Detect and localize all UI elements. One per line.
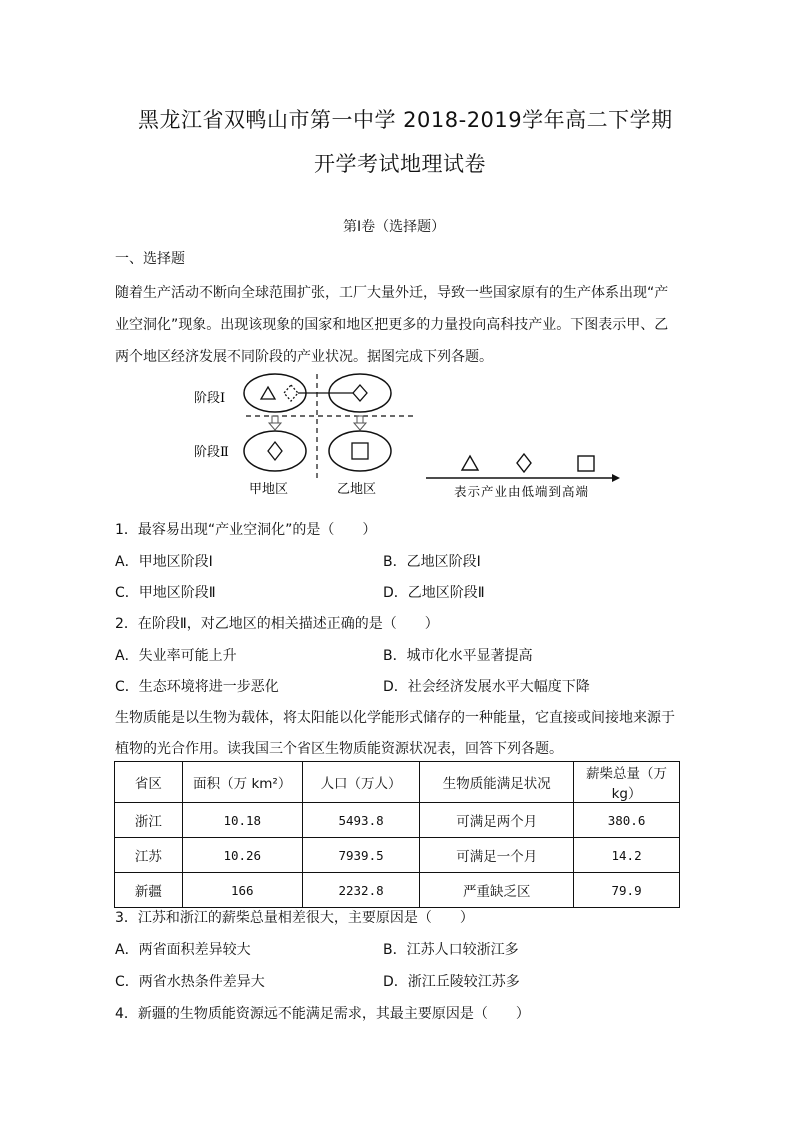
q2-stem: 2．在阶段Ⅱ，对乙地区的相关描述正确的是（ ） (115, 616, 439, 632)
q2-option-a: A．失业率可能上升 (115, 648, 237, 664)
table-header-cell: 薪柴总量（万 kg） (574, 762, 680, 803)
q2-option-c: C．生态环境将进一步恶化 (115, 679, 279, 695)
diamond-icon (268, 442, 282, 460)
table-header-cell: 省区 (115, 762, 183, 803)
region-b-label: 乙地区 (337, 482, 377, 497)
q1-option-b: B．乙地区阶段Ⅰ (383, 554, 481, 570)
down-arrow-b (354, 416, 366, 430)
table-cell: 380.6 (574, 803, 680, 838)
table-cell: 10.26 (182, 838, 302, 873)
page-title: 黑龙江省双鸭山市第一中学 2018-2019学年高二下学期 (138, 108, 673, 132)
table-cell: 5493.8 (302, 803, 420, 838)
table-cell: 严重缺乏区 (420, 873, 574, 908)
legend-label: 表示产业由低端到高端 (454, 484, 590, 499)
q1-stem: 1．最容易出现“产业空洞化”的是（ ） (115, 522, 377, 538)
q3-stem: 3．江苏和浙江的薪柴总量相差很大，主要原因是（ ） (115, 910, 474, 926)
volume-heading: 第Ⅰ卷（选择题） (343, 219, 446, 235)
table-cell: 10.18 (182, 803, 302, 838)
table-cell: 7939.5 (302, 838, 420, 873)
q2-option-b: B．城市化水平显著提高 (383, 648, 533, 664)
industry-stage-diagram (180, 368, 620, 504)
q3-option-d: D．浙江丘陵较江苏多 (383, 974, 520, 990)
square-icon (352, 443, 368, 459)
region-b-stage2-ellipse (329, 431, 391, 471)
q3-option-a: A．两省面积差异较大 (115, 942, 251, 958)
passage1-line1: 随着生产活动不断向全球范围扩张，工厂大量外迁，导致一些国家原有的生产体系出现“产 (115, 285, 669, 301)
legend-diamond-icon (517, 454, 531, 472)
table-cell: 2232.8 (302, 873, 420, 908)
table-cell: 166 (182, 873, 302, 908)
diamond-dashed-icon (284, 385, 298, 401)
q3-option-c: C．两省水热条件差异大 (115, 974, 265, 990)
legend-triangle-icon (462, 456, 478, 470)
table-cell: 可满足两个月 (420, 803, 574, 838)
region-a-stage1-ellipse (244, 374, 306, 412)
q1-option-d: D．乙地区阶段Ⅱ (383, 585, 485, 601)
passage1-line3: 两个地区经济发展不同阶段的产业状况。据图完成下列各题。 (115, 349, 493, 365)
section-heading: 一、选择题 (115, 251, 185, 267)
table-cell: 江苏 (115, 838, 183, 873)
down-arrow-a (269, 416, 281, 430)
biomass-table (114, 761, 680, 908)
region-a-stage2-ellipse (244, 431, 306, 471)
table-row (115, 838, 680, 873)
table-cell: 79.9 (574, 873, 680, 908)
table-cell: 可满足一个月 (420, 838, 574, 873)
table-cell: 14.2 (574, 838, 680, 873)
table-header-cell: 生物质能满足状况 (420, 762, 574, 803)
legend-square-icon (578, 456, 594, 471)
table-header-cell: 人口（万人） (302, 762, 420, 803)
q1-option-c: C．甲地区阶段Ⅱ (115, 585, 216, 601)
triangle-icon (261, 387, 275, 399)
q1-option-a: A．甲地区阶段Ⅰ (115, 554, 213, 570)
passage2-line1: 生物质能是以生物为载体，将太阳能以化学能形式储存的一种能量，它直接或间接地来源于 (115, 710, 675, 726)
passage1-line2: 业空洞化”现象。出现该现象的国家和地区把更多的力量投向高科技产业。下图表示甲、乙 (115, 317, 669, 333)
page-subtitle: 开学考试地理试卷 (314, 152, 486, 176)
table-cell: 浙江 (115, 803, 183, 838)
table-header-cell: 面积（万 km²） (182, 762, 302, 803)
table-row (115, 873, 680, 908)
table-cell: 新疆 (115, 873, 183, 908)
stage2-label: 阶段Ⅱ (194, 445, 229, 460)
q3-option-b: B．江苏人口较浙江多 (383, 942, 519, 958)
q2-option-d: D．社会经济发展水平大幅度下降 (383, 679, 590, 695)
arrow-right-icon (612, 474, 620, 482)
passage2-line2: 植物的光合作用。读我国三个省区生物质能资源状况表，回答下列各题。 (115, 741, 563, 757)
q4-stem: 4．新疆的生物质能资源远不能满足需求，其最主要原因是（ ） (115, 1006, 530, 1022)
diamond-icon (353, 385, 367, 401)
table-row (115, 803, 680, 838)
table-header-row (115, 762, 680, 803)
region-a-label: 甲地区 (249, 482, 289, 497)
stage1-label: 阶段Ⅰ (194, 391, 226, 406)
